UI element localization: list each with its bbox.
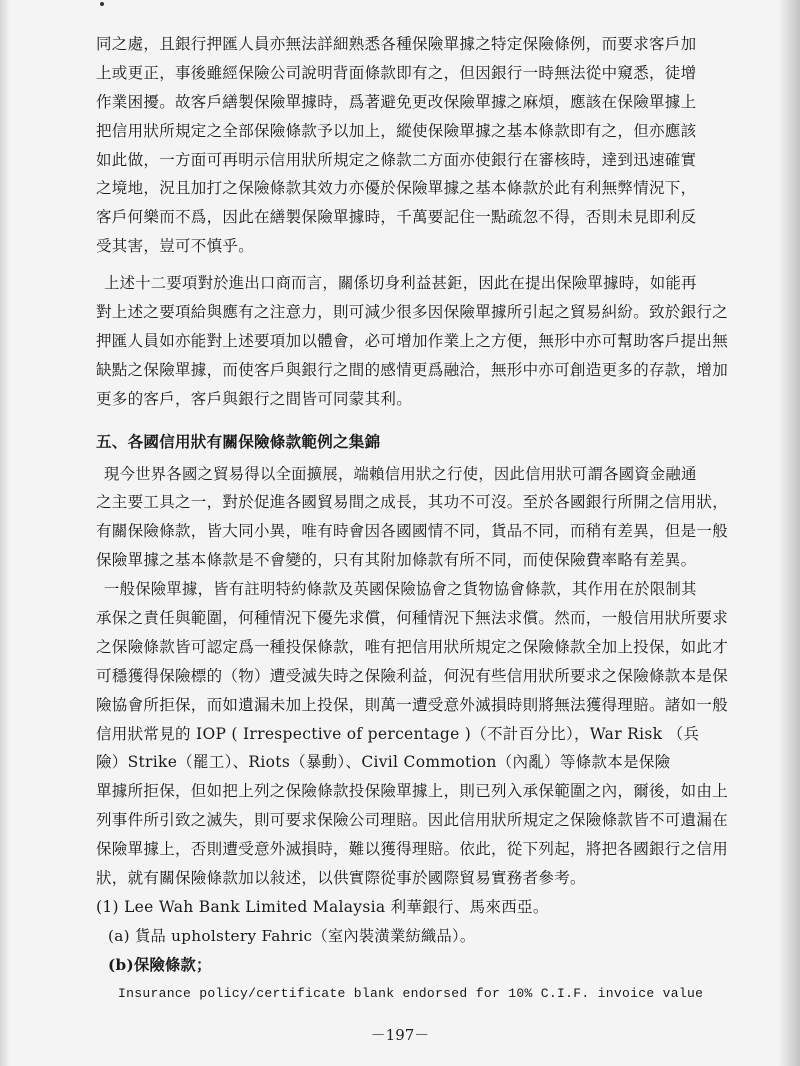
example-clause-label: (b)保險條款； [108, 955, 212, 974]
text-line: 信用狀常見的 IOP ( Irrespective of percentage )（不計百分比），War Risk （兵 [96, 724, 700, 743]
scan-shadow-left [0, 0, 10, 1066]
example-title: (1) Lee Wah Bank Limited Malaysia 利華銀行、馬來西亞。 [96, 897, 549, 916]
example-clause-text: Insurance policy/certificate blank endorsed for 10% C.I.F. invoice value [118, 985, 704, 1001]
text-line: 之保險條款皆可認定爲一種投保條款，唯有把信用狀所規定之保險條款全加上投保，如此才 [96, 637, 729, 656]
page-number: －197－ [370, 1026, 430, 1044]
ink-speck [100, 2, 104, 6]
text-line: 之境地，況且加打之保險條款其效力亦優於保險單據之基本條款於此有利無弊情況下， [96, 179, 697, 198]
text-line: 上或更正，事後雖經保險公司說明背面條款即有之，但因銀行一時無法從中窺悉，徒增 [96, 63, 697, 82]
text-line: 受其害，豈可不慎乎。 [96, 237, 255, 256]
text-line: 狀，就有關保險條款加以敍述，以供實際從事於國際貿易實務者參考。 [96, 869, 586, 888]
paragraph-insurance-terms [96, 575, 756, 893]
text-line: 客戶何樂而不爲，因此在繕製保險單據時，千萬要記住一點疏忽不得，否則未見即利反 [96, 208, 697, 227]
text-line: 之主要工具之一，對於促進各國貿易間之成長，其功不可沒。至於各國銀行所開之信用狀， [96, 493, 729, 512]
scan-shadow-right [778, 0, 800, 1066]
text-line: 承保之責任與範圍，何種情況下優先求償，何種情況下無法求償。然而，一般信用狀所要求 [96, 609, 729, 628]
paragraph-intro [96, 460, 756, 576]
text-line: 單據所拒保，但如把上列之保險條款投保險單據上，則已列入承保範圍之內，爾後，如由上 [96, 782, 729, 801]
text-line: 更多的客戶，客戶與銀行之間皆可同蒙其利。 [96, 389, 413, 408]
text-line: 可穩獲得保險標的（物）遭受滅失時之保險利益，何況有些信用狀所要求之保險條款本是保 [96, 666, 729, 685]
text-line: 把信用狀所規定之全部保險條款予以加上，縱使保險單據之基本條款即有之，但亦應該 [96, 121, 697, 140]
text-line: 險）Strike（罷工）、Riots（暴動）、Civil Commotion（內亂）等條款本是保險 [96, 753, 671, 772]
paragraph-summary [96, 269, 756, 413]
text-line: 列事件所引致之滅失，則可要求保險公司理賠。因此信用狀所規定之保險條款皆不可遺漏在 [96, 811, 729, 830]
text-line: 上述十二要項對於進出口商而言，關係切身利益甚鉅，因此在提出保險單據時，如能再 [104, 274, 697, 293]
text-line: 一般保險單據，皆有註明特約條款及英國保險協會之貨物協會條款，其作用在於限制其 [104, 580, 697, 599]
text-line: 押匯人員如亦能對上述要項加以體會，必可增加作業上之方便，無形中亦可幫助客戶提出無 [96, 331, 729, 350]
text-line: 同之處，且銀行押匯人員亦無法詳細熟悉各種保險單據之特定保險條例，而要求客戶加 [96, 35, 697, 53]
text-line: 缺點之保險單據，而使客戶與銀行之間的感情更爲融洽，無形中亦可創造更多的存款，增加 [96, 360, 729, 379]
page-body [96, 30, 756, 1009]
paragraph-continuation [96, 30, 756, 261]
text-line: 保險單據上，否則遭受意外滅損時，難以獲得理賠。依此，從下列起，將把各國銀行之信用 [96, 840, 729, 859]
text-line: 險協會所拒保，而如遺漏未加上投保，則萬一遭受意外滅損時則將無法獲得理賠。諸如一般 [96, 695, 729, 714]
example-goods: (a) 貨品 upholstery Fahric（室內裝潢業紡織品）。 [108, 926, 476, 945]
text-line: 現今世界各國之貿易得以全面擴展，端賴信用狀之行使，因此信用狀可謂各國資金融通 [104, 464, 697, 483]
text-line: 如此做，一方面可再明示信用狀所規定之條款二方面亦使銀行在審核時，達到迅速確實 [96, 150, 697, 169]
example-item-1 [96, 893, 756, 1009]
text-line: 保險單據之基本條款是不會變的，只有其附加條款有所不同，而使保險費率略有差異。 [96, 551, 697, 570]
text-line: 有關保險條款，皆大同小異，唯有時會因各國國情不同，貨品不同，而稍有差異，但是一般 [96, 522, 729, 541]
text-line: 作業困擾。故客戶繕製保險單據時，爲著避免更改保險單據之麻煩，應該在保險單據上 [96, 92, 697, 111]
section-heading: 五、各國信用狀有關保險條款範例之集錦 [96, 431, 381, 451]
text-line: 對上述之要項給與應有之注意力，則可減少很多因保險單據所引起之貿易糾紛。致於銀行之 [96, 303, 729, 322]
